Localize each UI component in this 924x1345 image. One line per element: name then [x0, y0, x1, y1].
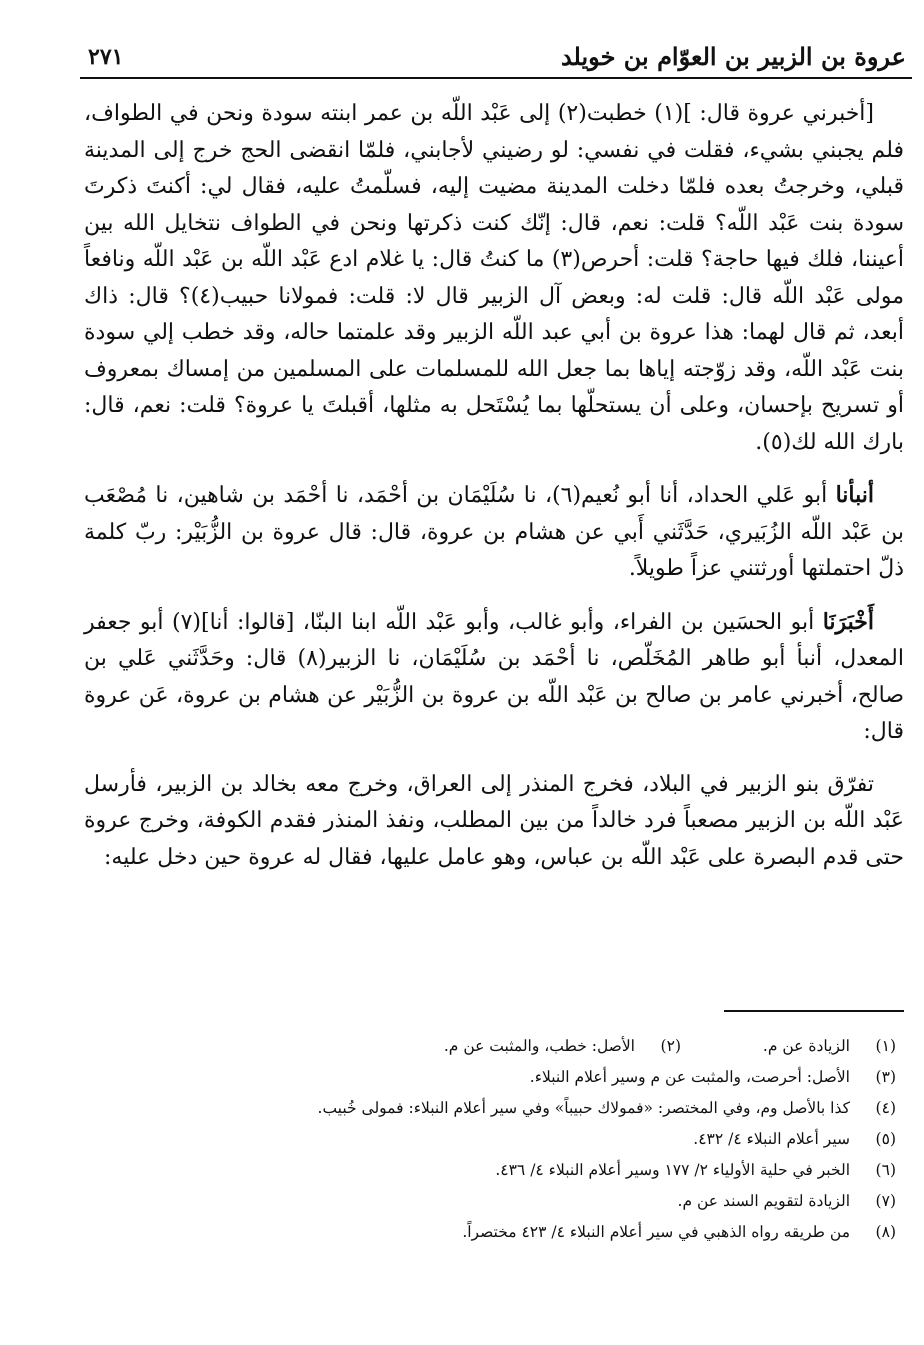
footnote-number: (٧) — [875, 1191, 896, 1210]
footnote-text: كذا بالأصل وم، وفي المختصر: «فمولاك حبيباً» وفي سير أعلام النبلاء: فمولى خُبيب. — [317, 1098, 850, 1117]
footnote-text: من طريقه رواه الذهبي في سير أعلام النبلاء ٤/ ٤٢٣ مختصراً. — [462, 1222, 850, 1241]
paragraph-2-lead-word: أنبأنا — [835, 482, 874, 508]
header-rule — [80, 77, 912, 79]
footnote-text: الأصل: خطب، والمثبت عن م. — [443, 1036, 635, 1055]
footnote-3 — [530, 1068, 896, 1086]
footnote-8 — [462, 1223, 896, 1241]
footnote-text: الزيادة عن م. — [762, 1036, 850, 1055]
running-title: عروة بن الزبير بن العوّام بن خويلد — [560, 42, 906, 71]
footnote-text: الزيادة لتقويم السند عن م. — [677, 1191, 850, 1210]
footnote-number: (٨) — [875, 1222, 896, 1241]
page-header — [80, 36, 912, 76]
footnote-number: (٣) — [875, 1067, 896, 1086]
footnote-text: الأصل: أحرصت، والمثبت عن م وسير أعلام النبلاء. — [529, 1067, 850, 1086]
footnote-number: (١) — [875, 1036, 896, 1055]
main-text — [84, 96, 904, 876]
footnote-number: (٤) — [875, 1098, 896, 1117]
footnote-5 — [693, 1130, 896, 1148]
paragraph-3-lead-word: أَخْبَرَنَا — [822, 608, 875, 635]
footnote-4 — [318, 1099, 896, 1117]
footnote-2 — [444, 1037, 681, 1055]
footnote-rule — [724, 1010, 904, 1012]
footnote-7 — [678, 1192, 896, 1210]
paragraph-3 — [84, 604, 904, 751]
footnote-row — [150, 1216, 896, 1247]
paragraph-4: تفرّق بنو الزبير في البلاد، فخرج المنذر إلى العراق، وخرج معه بخالد بن الزبير، فأرسل عَبْد اللّه بن الزبير مصعباً فرد خالداً من بين المطلب، ونفذ المنذر فقدم الكوفة، وخرج عروة حتى قدم البصرة على عَبْد اللّه بن عباس، وهو عامل عليها، فقال له عروة حين دخل عليه: — [84, 771, 904, 870]
page-number: ٢٧١ — [88, 44, 124, 70]
footnote-number: (٢) — [660, 1036, 681, 1055]
paragraph-2-text: أبو عَلي الحداد، أنا أبو نُعيم(٦)، نا سُلَيْمَان بن أحْمَد، نا أحْمَد بن شاهين، نا مُصْعَب بن عَبْد اللّه الزُبَيري، حَدَّثَني أَبي عن هشام بن عروة، قال: قال عروة بن الزُّبَيْر: ربّ كلمة ذلّ احتملتها أورثتني عزاً طويلاً. — [84, 483, 904, 581]
footnote-number: (٦) — [875, 1160, 896, 1179]
footnote-text: الخبر في حلية الأولياء ٢/ ١٧٧ وسير أعلام النبلاء ٤/ ٤٣٦. — [495, 1160, 850, 1179]
footnote-row — [150, 1185, 896, 1216]
footnote-row — [150, 1154, 896, 1185]
paragraph-3-text: أبو الحسَين بن الفراء، وأبو غالب، وأبو عَبْد اللّه ابنا البنّا، [قالوا: أنا](٧) أبو جعفر المعدل، أنبأ أبو طاهر المُخَلّص، نا أحْمَد بن سُلَيْمَان، نا الزبير(٨) قال: وحَدَّثَني عَلي بن صالح، أخبرني عامر بن صالح بن عَبْد اللّه بن عروة بن الزُّبَيْر عن هشام بن عروة، عَن عروة قال: — [84, 609, 904, 744]
footnote-row — [150, 1030, 896, 1061]
footnote-number: (٥) — [875, 1129, 896, 1148]
footnote-6 — [495, 1161, 896, 1179]
paragraph-1: [أخبرني عروة قال: ](١) خطبت(٢) إلى عَبْد اللّه بن عمر ابنته سودة ونحن في الطواف، فلم يجبني بشيء، فقلت في نفسي: لو رضيني لأجابني، فلمّا انقضى الحج خرج إلى المدينة قبلي، وخرجتُ بعده فلمّا دخلت المدينة مضيت إليه، فسلّمتُ عليه، فقال لي: أكنتَ ذكرتَ سودة بنت عَبْد اللّه؟ قلت: نعم، قال: إنّك كنت ذكرتها ونحن في الطواف نتخايل الله بين أعيننا، فلك فيها حاجة؟ قلت: أحرص(٣) ما كنتُ قال: يا غلام ادع عَبْد اللّه بن عَبْد اللّه ونافعاً مولى عَبْد اللّه قال: قلت له: وبعض آل الزبير قال لا: قلت: فمولانا حبيب(٤)؟ قال: ذاك أبعد، ثم قال لهما: هذا عروة بن أبي عبد اللّه الزبير وقد علمتما حاله، وقد خطب إلي سودة بنت عَبْد اللّه، وقد زوّجته إياها بما جعل الله للمسلمات على المسلمين من إمساك بمعروف أو تسريح بإحسان، وعلى أن يستحلّها بما يُسْتَحل به مثلها، أقبلتَ يا عروة؟ قلت: نعم، قال: بارك الله لك(٥). — [84, 101, 905, 455]
footnote-text: سير أعلام النبلاء ٤/ ٤٣٢. — [693, 1129, 850, 1148]
footnote-row — [150, 1092, 896, 1123]
footnote-row — [150, 1061, 896, 1092]
footnote-1 — [681, 1037, 896, 1055]
footnote-row — [150, 1123, 896, 1154]
paragraph-2 — [84, 477, 904, 588]
footnotes — [150, 1030, 896, 1247]
